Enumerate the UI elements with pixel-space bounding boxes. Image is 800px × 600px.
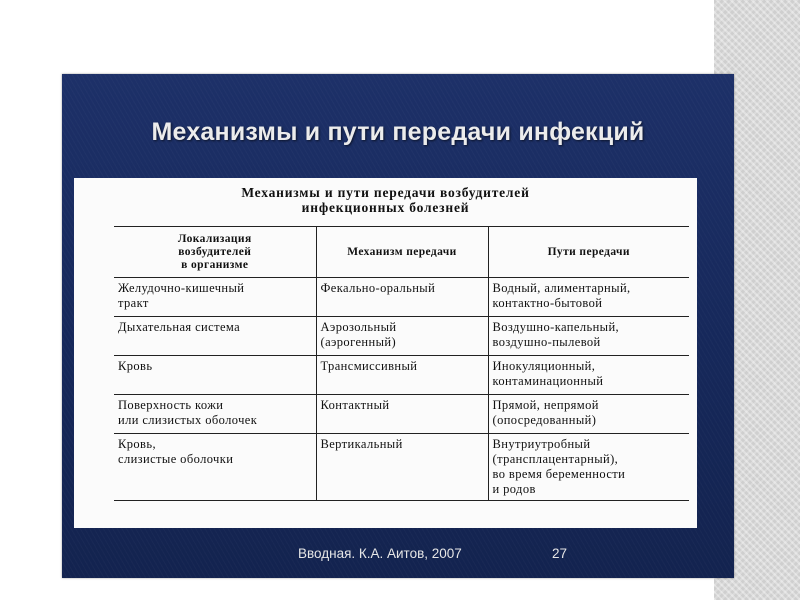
cell-line: Желудочно-кишечный	[118, 281, 245, 295]
cell-mechanism	[316, 356, 488, 395]
cell-line: контактно-бытовой	[492, 296, 603, 310]
cell-line: Фекально-оральный	[320, 281, 436, 295]
header-line: в организме	[181, 258, 249, 271]
cell-mechanism	[316, 317, 488, 356]
header-localization	[114, 227, 316, 278]
cell-line: (трансплацентарный),	[492, 452, 619, 466]
cell-line: Водный, алиментарный,	[492, 281, 631, 295]
cell-routes	[488, 395, 689, 434]
slide-title: Механизмы и пути передачи инфекций	[151, 118, 645, 146]
cell-line: во время беременности	[492, 467, 626, 481]
table-row	[114, 278, 689, 317]
header-line: возбудителей	[178, 245, 252, 258]
cell-mechanism	[316, 278, 488, 317]
header-line: Пути передачи	[547, 245, 630, 258]
page-number: 27	[552, 546, 568, 561]
cell-localization	[114, 356, 316, 395]
cell-line: (аэрогенный)	[320, 335, 397, 349]
header-routes	[488, 227, 689, 278]
header-line: Локализация	[177, 232, 252, 245]
cell-line: Дыхательная система	[118, 320, 241, 334]
cell-line: Внутриутробный	[492, 437, 591, 451]
cell-mechanism	[316, 395, 488, 434]
cell-line: слизистые оболочки	[118, 452, 234, 466]
header-line: Механизм передачи	[347, 245, 457, 258]
cell-line: воздушно-пылевой	[492, 335, 601, 349]
footer-author: Вводная. К.А. Аитов, 2007	[298, 546, 462, 561]
cell-routes	[488, 317, 689, 356]
cell-line: Прямой, непрямой	[492, 398, 599, 412]
cell-line: тракт	[118, 296, 149, 310]
cell-line: Кровь,	[118, 437, 156, 451]
table-row	[114, 356, 689, 395]
table-row	[114, 395, 689, 434]
cell-routes	[488, 356, 689, 395]
cell-localization	[114, 278, 316, 317]
cell-line: (опосредованный)	[492, 413, 597, 427]
cell-line: Трансмиссивный	[320, 359, 418, 373]
table-title-line: инфекционных болезней	[301, 200, 470, 215]
cell-localization	[114, 395, 316, 434]
table-row	[114, 434, 689, 501]
cell-line: Аэрозольный	[320, 320, 397, 334]
table-row	[114, 317, 689, 356]
table-title-line: Механизмы и пути передачи возбудителей	[241, 185, 530, 200]
cell-line: Вертикальный	[320, 437, 403, 451]
cell-mechanism	[316, 434, 488, 501]
cell-line: Воздушно-капельный,	[492, 320, 620, 334]
cell-line: или слизистых оболочек	[118, 413, 258, 427]
scanned-table-image	[74, 178, 697, 528]
cell-line: Кровь	[118, 359, 153, 373]
cell-line: контаминационный	[492, 374, 604, 388]
cell-line: и родов	[492, 482, 536, 496]
cell-localization	[114, 317, 316, 356]
table-title	[74, 185, 697, 215]
cell-line: Поверхность кожи	[118, 398, 224, 412]
transmission-table	[114, 226, 689, 501]
table-header-row	[114, 227, 689, 278]
cell-routes	[488, 278, 689, 317]
cell-routes	[488, 434, 689, 501]
slide	[62, 74, 734, 578]
cell-localization	[114, 434, 316, 501]
cell-line: Инокуляционный,	[492, 359, 596, 373]
cell-line: Контактный	[320, 398, 390, 412]
header-mechanism	[316, 227, 488, 278]
